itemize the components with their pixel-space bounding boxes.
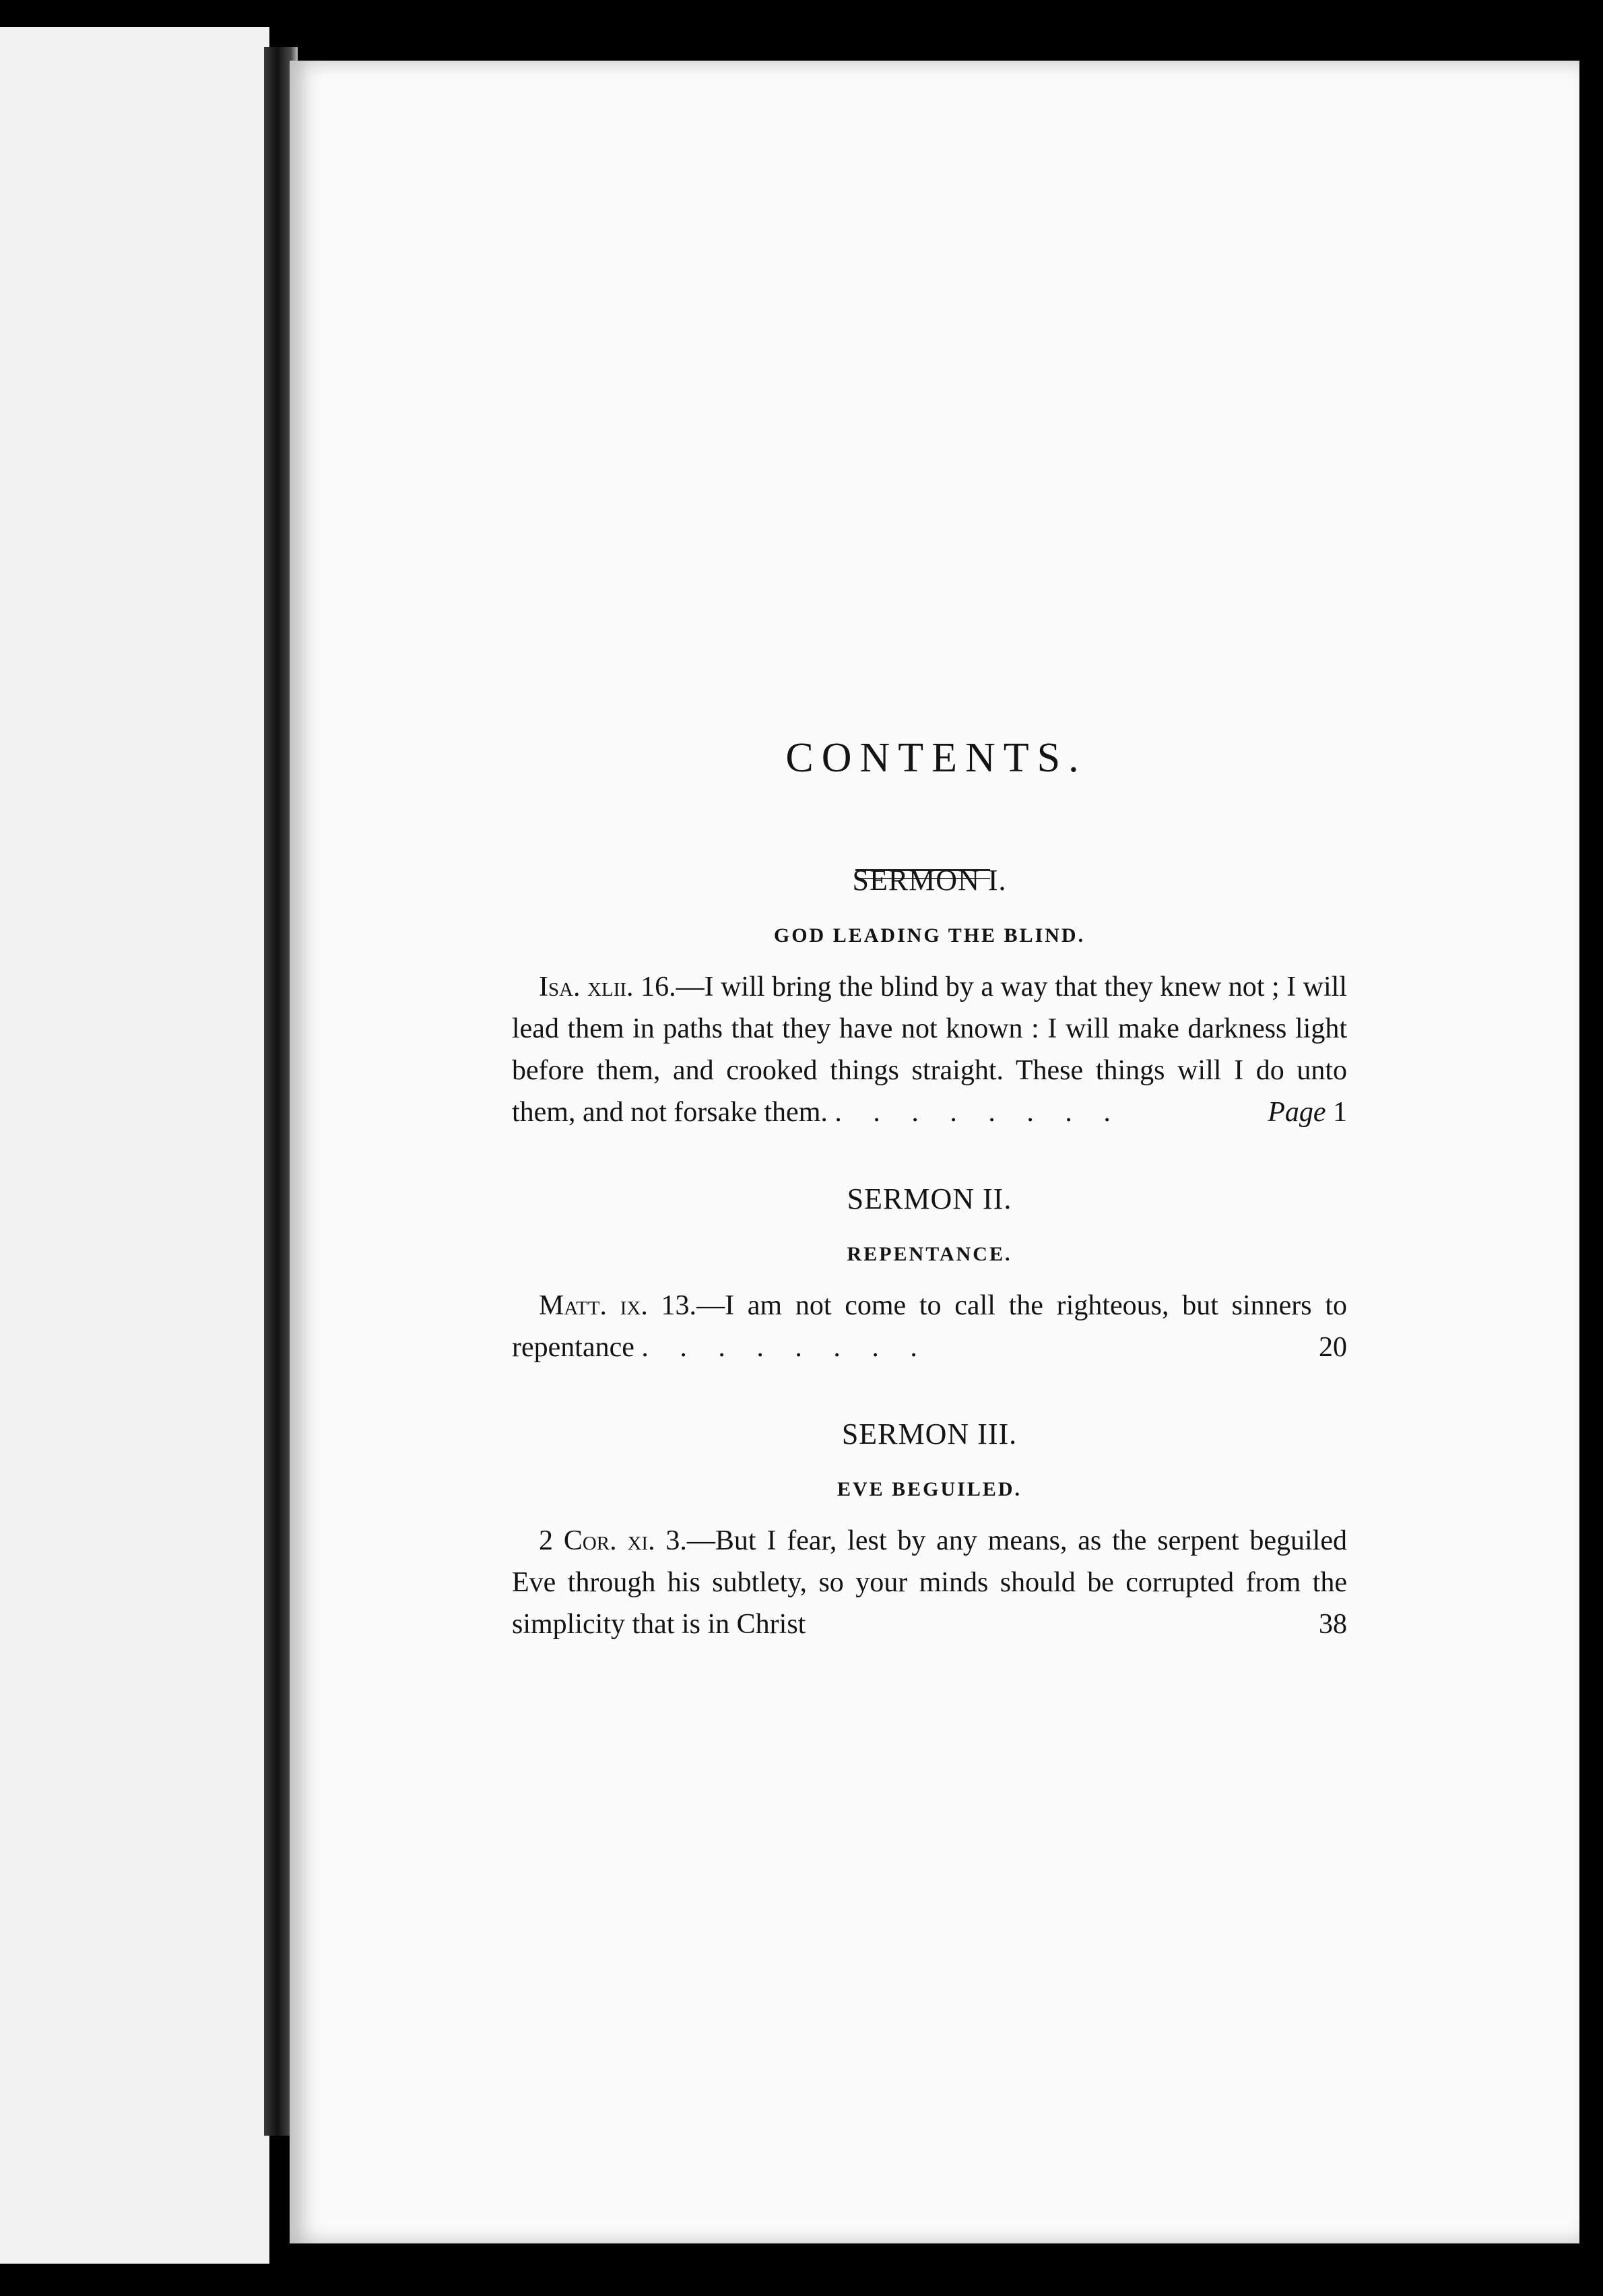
sermon-subtitle: EVE BEGUILED. (837, 1478, 1022, 1500)
sermon-subtitle: GOD LEADING THE BLIND. (773, 924, 1086, 947)
sermon-heading: SERMON III. (841, 1417, 1018, 1450)
sermon-text (512, 1285, 1347, 1368)
sermon-entry-2 (512, 1182, 1347, 1368)
scripture-reference: 2 Cor. xi. 3. (539, 1525, 687, 1556)
dot-leader: . . . . . . . . (835, 1097, 1123, 1128)
sermon-entry-1 (512, 863, 1347, 1133)
sermon-heading: SERMON I. (852, 864, 1007, 897)
left-page (0, 27, 269, 2264)
sermon-heading: SERMON II. (847, 1182, 1012, 1215)
sermon-text (512, 966, 1347, 1133)
sermon-text (512, 1520, 1347, 1645)
scripture-reference: Isa. xlii. 16. (539, 971, 676, 1002)
page-number: 20 (1319, 1332, 1347, 1363)
scripture-reference: Matt. ix. 13. (539, 1290, 697, 1321)
page-number: 38 (1319, 1609, 1347, 1640)
sermon-entry-3 (512, 1417, 1347, 1645)
dot-leader: . . . . . . . . (641, 1332, 929, 1363)
page-number: 1 (1333, 1097, 1347, 1128)
contents-page (290, 61, 1579, 2243)
contents-body (512, 734, 1347, 1672)
page-label: Page (1268, 1097, 1326, 1128)
scripture-text: —I will bring the blind by a way that they knew not ; I will lead them in paths that they have not known : I will make darkness light before them, and crooked things straight. These things will I do unto them, and not forsake them. (512, 971, 1348, 1128)
sermon-subtitle: REPENTANCE. (847, 1243, 1012, 1265)
scripture-text: —I am not come to call the righteous, but sinners to repentance (512, 1290, 1347, 1363)
page-title: CONTENTS. (785, 735, 1087, 781)
scripture-text: —But I fear, lest by any means, as the serpent beguiled Eve through his subtlety, so your minds should be corrupted from the simplicity that is in Christ (512, 1525, 1347, 1640)
page-reference (1241, 1091, 1347, 1133)
